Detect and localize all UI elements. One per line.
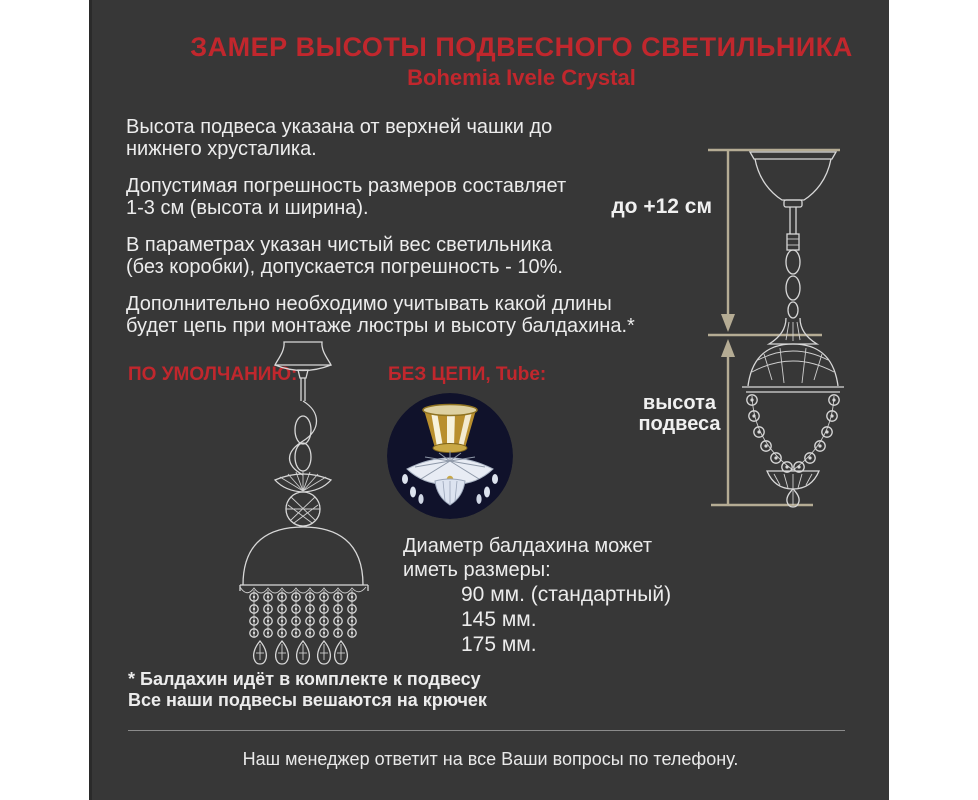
canopy-size-item: 90 мм. (стандартный) [461, 583, 672, 606]
brand-subtitle: Bohemia Ivele Crystal [407, 65, 636, 91]
paragraph-measure-note [126, 116, 646, 160]
canopy-diameter-line: иметь размеры: [403, 559, 551, 581]
header [92, 33, 889, 91]
footnote-line: * Балдахин идёт в комплекте к подвесу [128, 669, 481, 689]
paragraph-tolerance-note [126, 175, 646, 219]
footnote [128, 669, 487, 711]
paragraph-weight-note [126, 234, 646, 278]
canopy-size-item: 145 мм. [461, 608, 537, 631]
paragraph-line: (без коробки), допускается погрешность - 10%. [126, 256, 563, 278]
canopy-diameter-line: Диаметр балдахина может [403, 535, 653, 557]
pendant-line-drawing [228, 335, 398, 665]
footer-divider [128, 730, 845, 731]
label-no-chain-tube: БЕЗ ЦЕПИ, Tube: [388, 364, 547, 385]
no-chain-photo [387, 393, 513, 519]
paragraph-line: Высота подвеса указана от верхней чашки до [126, 116, 553, 138]
canopy-size-list [461, 582, 671, 657]
pendant-height-label-line: подвеса [638, 413, 721, 435]
paragraph-line: Дополнительно необходимо учитывать какой длины [126, 293, 612, 315]
description-paragraphs [126, 116, 646, 352]
paragraph-line: нижнего хрусталика. [126, 138, 317, 160]
paragraph-line: будет цепь при монтаже люстры и высоту балдахина.* [126, 315, 635, 337]
label-default-config: ПО УМОЛЧАНИЮ: [128, 364, 298, 385]
info-panel [89, 0, 889, 800]
footnote-line: Все наши подвесы вешаются на крючек [128, 690, 487, 710]
canopy-size-item: 175 мм. [461, 633, 537, 656]
canopy-diameter-text [403, 534, 652, 582]
page-title: ЗАМЕР ВЫСОТЫ ПОДВЕСНОГО СВЕТИЛЬНИКА [190, 32, 853, 62]
pendant-height-label [632, 393, 727, 435]
paragraph-line: 1-3 см (высота и ширина). [126, 197, 369, 219]
chandelier-photo-art [387, 393, 513, 519]
footer-text: Наш менеджер ответит на все Ваши вопросы по телефону. [242, 749, 739, 769]
chain-allowance-label: до +12 см [611, 195, 712, 218]
paragraph-line: Допустимая погрешность размеров составляет [126, 175, 567, 197]
pendant-height-label-line: высота [642, 392, 717, 414]
paragraph-chain-note [126, 293, 646, 337]
paragraph-line: В параметрах указан чистый вес светильника [126, 234, 552, 256]
